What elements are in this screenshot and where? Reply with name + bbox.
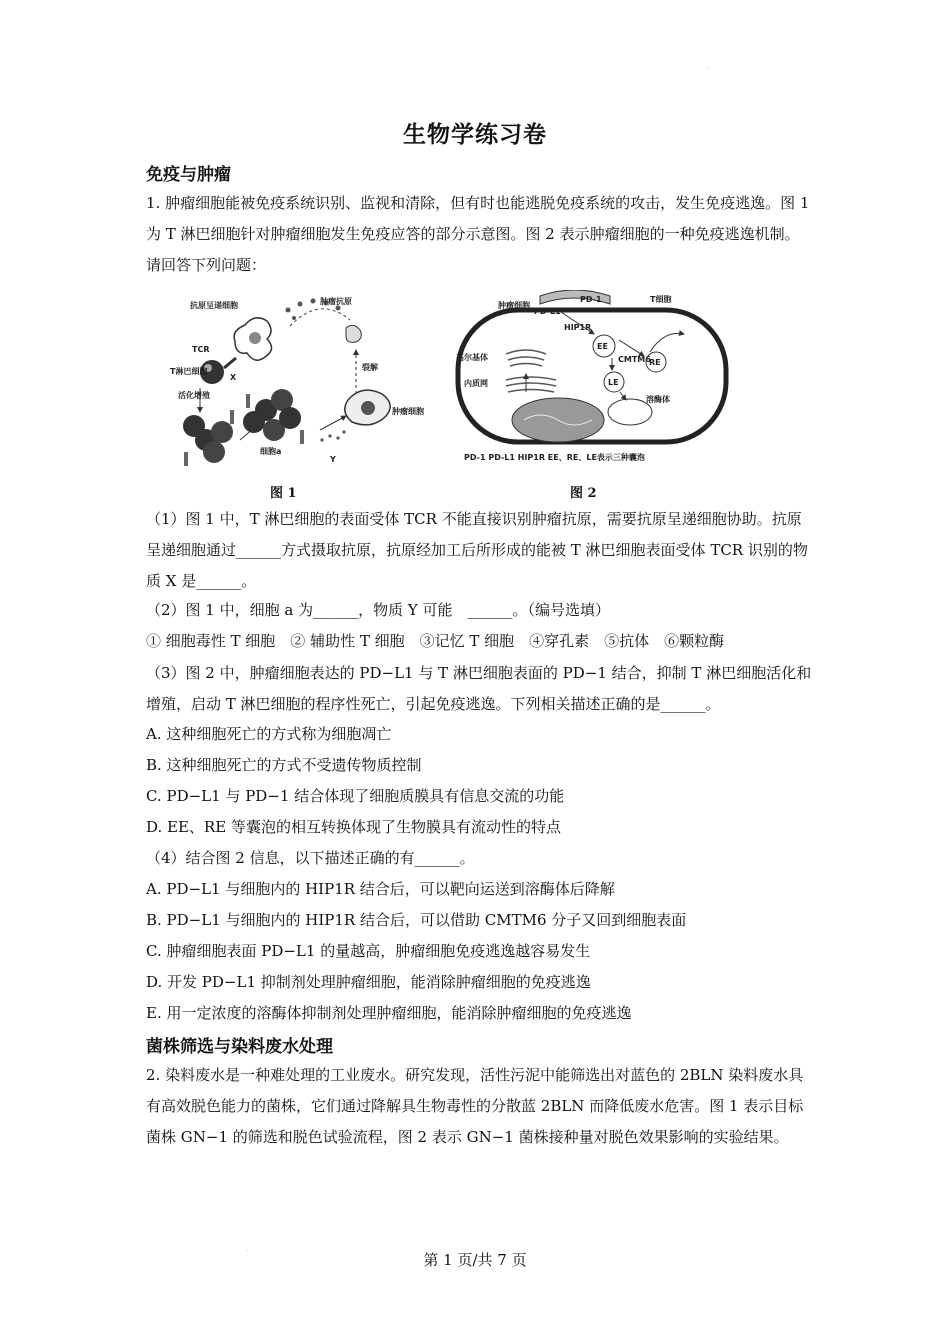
fig1-label-x: X [230,373,237,382]
q3-option-c: C. PD−L1 与 PD−1 结合体现了细胞质膜具有信息交流的功能 [146,787,565,805]
question-1-4: （4）结合图 2 信息，以下描述正确的有______。 [146,849,475,867]
fig2-label-pd1: PD-1 [580,295,602,304]
question-1-2-options: ① 细胞毒性 T 细胞 ② 辅助性 T 细胞 ③记忆 T 细胞 ④穿孔素 ⑤抗体 ⑥颗粒酶 [146,632,725,650]
activated-cells [183,389,301,463]
q3-option-b: B. 这种细胞死亡的方式不受遗传物质控制 [146,756,422,774]
fig1-label-antigen: 肿瘤抗原 [320,297,352,306]
question-1-3: （3）图 2 中，肿瘤细胞表达的 PD−L1 与 T 淋巴细胞表面的 PD−1 结合，抑制 T 淋巴细胞活化和增殖，启动 T 淋巴细胞的程序性死亡，引起免疫逃逸。下列相关描述正确的是______。 [146,664,812,713]
fig2-label-pdl1: PD-L1 [534,307,561,316]
fig2-label-tumor: 肿瘤细胞 [498,301,530,310]
figure-region [170,290,730,500]
fig2-label-re: RE [649,358,661,367]
page-footer: 第 1 页/共 7 页 [423,1251,527,1269]
fig2-label-ee: EE [597,342,608,351]
scan-dot: · [246,1248,248,1255]
figure-1 [170,290,440,500]
fig1-label-tcr: TCR [192,345,210,354]
figure-2 [454,290,734,470]
fig2-label-le: LE [608,378,619,387]
question-2-intro: 2. 染料废水是一种难处理的工业废水。研究发现，活性污泥中能筛选出对蓝色的 2BLN 染料废水具有高效脱色能力的菌株，它们通过降解具生物毒性的分散蓝 2BLN 而降低废水危害。图 1 表示目标菌株 GN−1 的筛选和脱色试验流程，图 2 表示 GN−1 菌株接种量对脱色效果影响的实验结果。 [146,1066,804,1146]
q4-option-a: A. PD−L1 与细胞内的 HIP1R 结合后，可以靶向运送到溶酶体后降解 [146,880,615,898]
q4-option-b: B. PD−L1 与细胞内的 HIP1R 结合后，可以借助 CMTM6 分子又回到细胞表面 [146,911,687,929]
figure-1-caption: 图 1 [270,486,297,501]
figure-2-caption: 图 2 [570,486,597,501]
question-1-intro: 1. 肿瘤细胞能被免疫系统识别、监视和清除，但有时也能逃脱免疫系统的攻击，发生免疫逃逸。图 1 为 T 淋巴细胞针对肿瘤细胞发生免疫应答的部分示意图。图 2 表示肿瘤细胞的一种免疫逃逸机制。请回答下列问题： [146,194,810,274]
fig1-label-lysis: 裂解 [362,363,378,372]
fig1-label-tumor: 肿瘤细胞 [392,407,424,416]
page-title: 生物学练习卷 [403,121,547,148]
q3-option-d: D. EE、RE 等囊泡的相互转换体现了生物膜具有流动性的特点 [146,818,561,836]
fig2-label-hip1r: HIP1R [564,323,592,332]
fig2-label-golgi: 高尔基体 [456,353,488,362]
q4-option-c: C. 肿瘤细胞表面 PD−L1 的量越高，肿瘤细胞免疫逃逸越容易发生 [146,942,591,960]
fig1-label-y: Y [330,455,336,464]
section-heading-bacteria: 菌株筛选与染料废水处理 [146,1037,333,1057]
fig2-label-tcell: T细胞 [650,295,672,304]
scan-dot: · [706,66,708,73]
fig2-label-cmtm6: CMTM6 [618,355,651,364]
fig1-label-proliferate: 活化增殖 [178,391,210,400]
question-1-2: （2）图 1 中，细胞 a 为______，物质 Y 可能 ______。（编号选填） [146,601,611,619]
question-1-1: （1）图 1 中，T 淋巴细胞的表面受体 TCR 不能直接识别肿瘤抗原，需要抗原呈递细胞协助。抗原呈递细胞通过______方式摄取抗原，抗原经加工后所形成的能被 T 淋巴细胞表面受体 TCR 识别的物质 X 是______。 [146,510,808,590]
fig2-label-er: 内质网 [464,379,488,388]
fig2-label-lysosome: 溶酶体 [646,395,670,404]
fig2-legend: PD-1 PD-L1 HIP1R EE、RE、LE表示三种囊泡 [464,453,645,462]
fig1-label-apc: 抗原呈递细胞 [190,301,238,310]
section-heading-immunity: 免疫与肿瘤 [146,165,231,185]
q4-option-d: D. 开发 PD−L1 抑制剂处理肿瘤细胞，能消除肿瘤细胞的免疫逃逸 [146,973,591,991]
q4-option-e: E. 用一定浓度的溶酶体抑制剂处理肿瘤细胞，能消除肿瘤细胞的免疫逃逸 [146,1004,632,1022]
q3-option-a: A. 这种细胞死亡的方式称为细胞凋亡 [146,725,392,743]
fig1-label-cella: 细胞a [260,447,282,456]
fig1-label-tcell: T淋巴细胞 [170,367,208,376]
